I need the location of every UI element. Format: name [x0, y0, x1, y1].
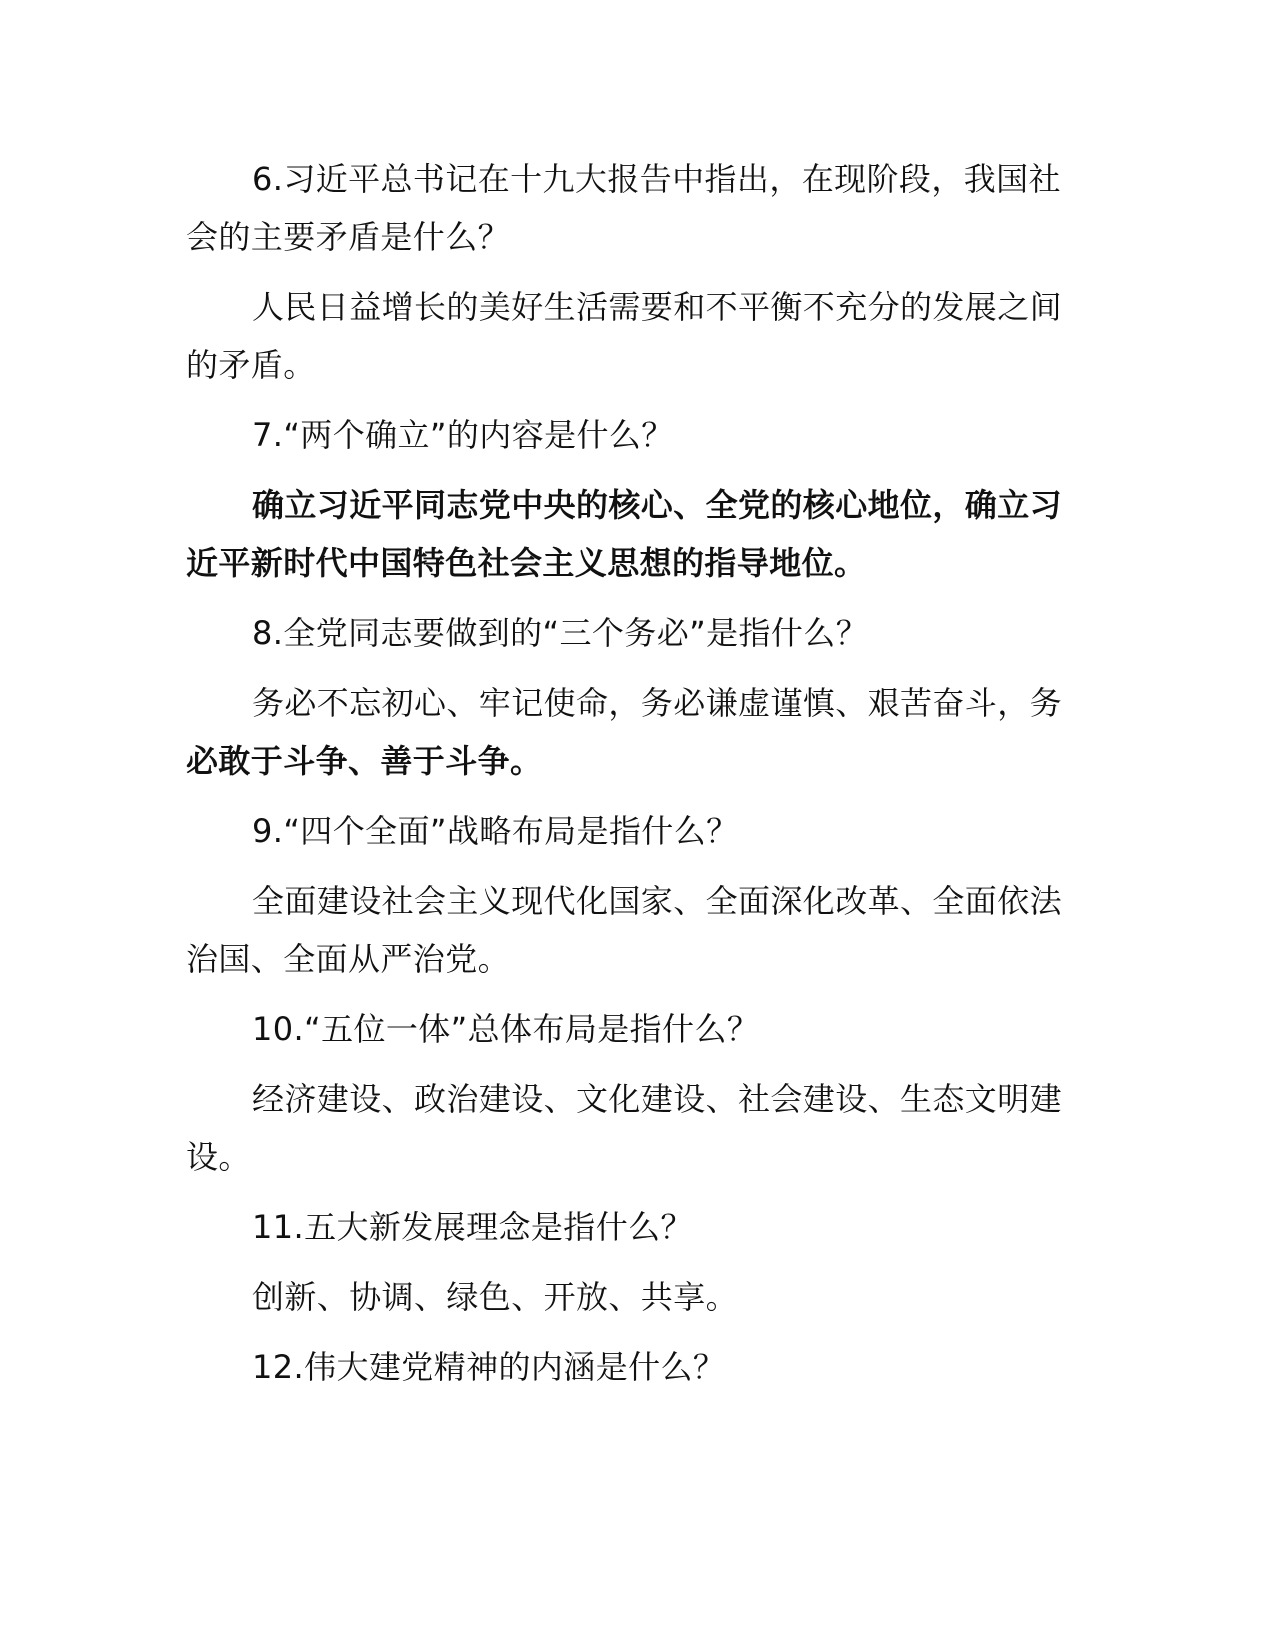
question-8: 8.全党同志要做到的“三个务必”是指什么？: [252, 614, 869, 652]
question-12: 12.伟大建党精神的内涵是什么？: [252, 1348, 726, 1386]
question-6: 6.习近平总书记在十九大报告中指出，在现阶段，我国社会的主要矛盾是什么？: [186, 160, 1061, 256]
document-page: [186, 150, 1081, 1408]
answer-8-part2: 必敢于斗争、善于斗争。: [186, 742, 543, 780]
answer-8-part1: 务必不忘初心、牢记使命，务必谦虚谨慎、艰苦奋斗，务: [252, 684, 1063, 722]
answer-11: 创新、协调、绿色、开放、共享。: [252, 1278, 739, 1316]
answer-9: 全面建设社会主义现代化国家、全面深化改革、全面依法治国、全面从严治党。: [186, 882, 1063, 978]
answer-7: 确立习近平同志党中央的核心、全党的核心地位，确立习近平新时代中国特色社会主义思想的指导地位。: [186, 486, 1063, 582]
answer-6: 人民日益增长的美好生活需要和不平衡不充分的发展之间的矛盾。: [186, 288, 1063, 384]
question-11: 11.五大新发展理念是指什么？: [252, 1208, 693, 1246]
question-9: 9.“四个全面”战略布局是指什么？: [252, 812, 739, 850]
answer-8: [186, 674, 1081, 790]
question-7: 7.“两个确立”的内容是什么？: [252, 416, 674, 454]
answer-10: 经济建设、政治建设、文化建设、社会建设、生态文明建设。: [186, 1080, 1063, 1176]
question-10: 10.“五位一体”总体布局是指什么？: [252, 1010, 760, 1048]
